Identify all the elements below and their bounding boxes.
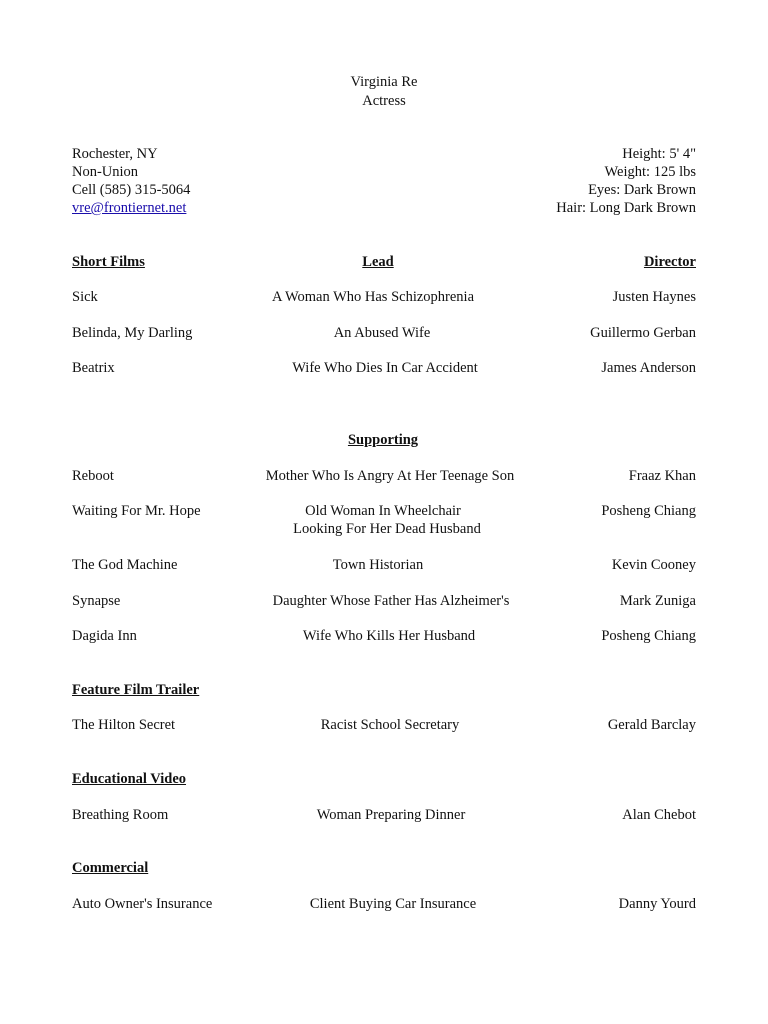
film-title: Waiting For Mr. Hope (72, 503, 201, 519)
film-role: A Woman Who Has Schizophrenia (271, 289, 475, 305)
director-heading: Director (643, 254, 696, 270)
film-director: Mark Zuniga (619, 593, 696, 609)
film-title: Dagida Inn (72, 628, 137, 644)
contact-email-link[interactable]: vre@frontiernet.net (72, 200, 187, 216)
actor-name: Virginia Re (350, 74, 418, 90)
stat-hair: Hair: Long Dark Brown (556, 200, 696, 216)
film-director: Gerald Barclay (607, 717, 696, 733)
lead-heading: Lead (362, 254, 394, 270)
stat-height: Height: 5' 4" (622, 146, 696, 162)
film-title: Belinda, My Darling (72, 325, 193, 341)
film-title: The Hilton Secret (72, 717, 176, 733)
film-role: Client Buying Car Insurance (309, 896, 477, 912)
film-director: Guillermo Gerban (590, 325, 696, 341)
film-director: Alan Chebot (622, 807, 696, 823)
stat-weight: Weight: 125 lbs (604, 164, 696, 180)
film-director: Posheng Chiang (601, 628, 696, 644)
film-title: The God Machine (72, 557, 178, 573)
feature-trailer-heading: Feature Film Trailer (72, 682, 200, 698)
film-title: Breathing Room (72, 807, 169, 823)
film-role: Wife Who Dies In Car Accident (292, 360, 478, 376)
contact-city: Rochester, NY (72, 146, 158, 162)
actor-title: Actress (362, 93, 406, 109)
film-role: Wife Who Kills Her Husband (302, 628, 476, 644)
film-director: James Anderson (601, 360, 696, 376)
film-role: Daughter Whose Father Has Alzheimer's (272, 593, 510, 609)
film-role: An Abused Wife (333, 325, 431, 341)
film-title: Auto Owner's Insurance (72, 896, 213, 912)
film-role: Town Historian (332, 557, 424, 573)
supporting-heading: Supporting (347, 432, 419, 448)
film-role: Mother Who Is Angry At Her Teenage Son (265, 468, 515, 484)
film-title: Reboot (72, 468, 114, 484)
film-director: Posheng Chiang (601, 503, 696, 519)
film-role: Old Woman In Wheelchair (305, 503, 461, 519)
stat-eyes: Eyes: Dark Brown (588, 182, 696, 198)
film-director: Kevin Cooney (611, 557, 696, 573)
film-title: Beatrix (72, 360, 115, 376)
film-role: Woman Preparing Dinner (316, 807, 466, 823)
film-director: Fraaz Khan (628, 468, 696, 484)
educational-heading: Educational Video (72, 771, 187, 787)
film-title: Sick (72, 289, 98, 305)
film-title: Synapse (72, 593, 121, 609)
film-director: Justen Haynes (612, 289, 696, 305)
film-director: Danny Yourd (618, 896, 696, 912)
short-films-heading: Short Films (72, 254, 145, 270)
commercial-heading: Commercial (72, 860, 149, 876)
contact-cell: Cell (585) 315-5064 (72, 182, 191, 198)
film-role-line2: Looking For Her Dead Husband (293, 521, 481, 537)
film-role: Racist School Secretary (320, 717, 460, 733)
contact-union: Non-Union (72, 164, 139, 180)
